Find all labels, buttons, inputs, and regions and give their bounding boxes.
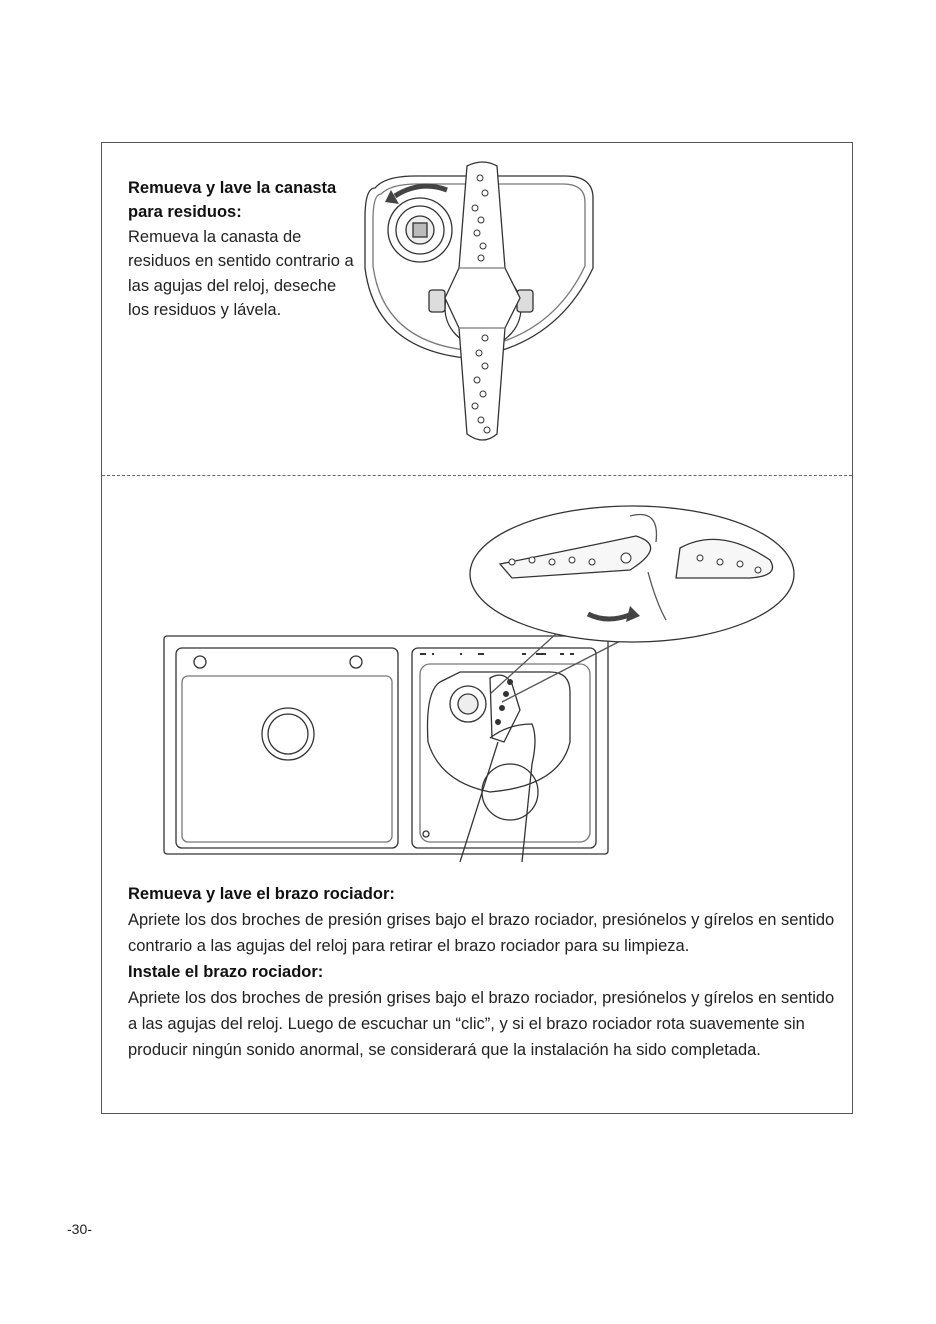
basket-heading: Remueva y lave la canasta para residuos:	[128, 179, 337, 222]
spray-arm-text-block	[128, 881, 840, 1063]
page-number: -30-	[67, 1221, 92, 1237]
remove-spray-arm-instructions: Apriete los dos broches de presión grises bajo el brazo rociador, presiónelos y gírelos en sentido contrario a las agujas del reloj para retirar el brazo rociador para su limpieza.	[128, 911, 835, 955]
basket-instructions: Remueva la canasta de residuos en sentido contrario a las agujas del reloj, deseche los residuos y lávela.	[128, 227, 354, 320]
basket-illustration	[355, 158, 605, 448]
install-spray-arm-heading: Instale el brazo rociador:	[128, 963, 324, 981]
remove-spray-arm-heading: Remueva y lave el brazo rociador:	[128, 885, 395, 903]
sink-illustration	[160, 502, 800, 862]
section-divider	[102, 475, 852, 476]
basket-text-block	[128, 176, 358, 322]
install-spray-arm-instructions: Apriete los dos broches de presión grises bajo el brazo rociador, presiónelos y gírelos en sentido a las agujas del reloj. Luego de escuchar un “clic”, y si el brazo rociador rota suavemente sin producir ningún sonido anormal, se considerará que la instalación ha sido completada.	[128, 989, 835, 1059]
